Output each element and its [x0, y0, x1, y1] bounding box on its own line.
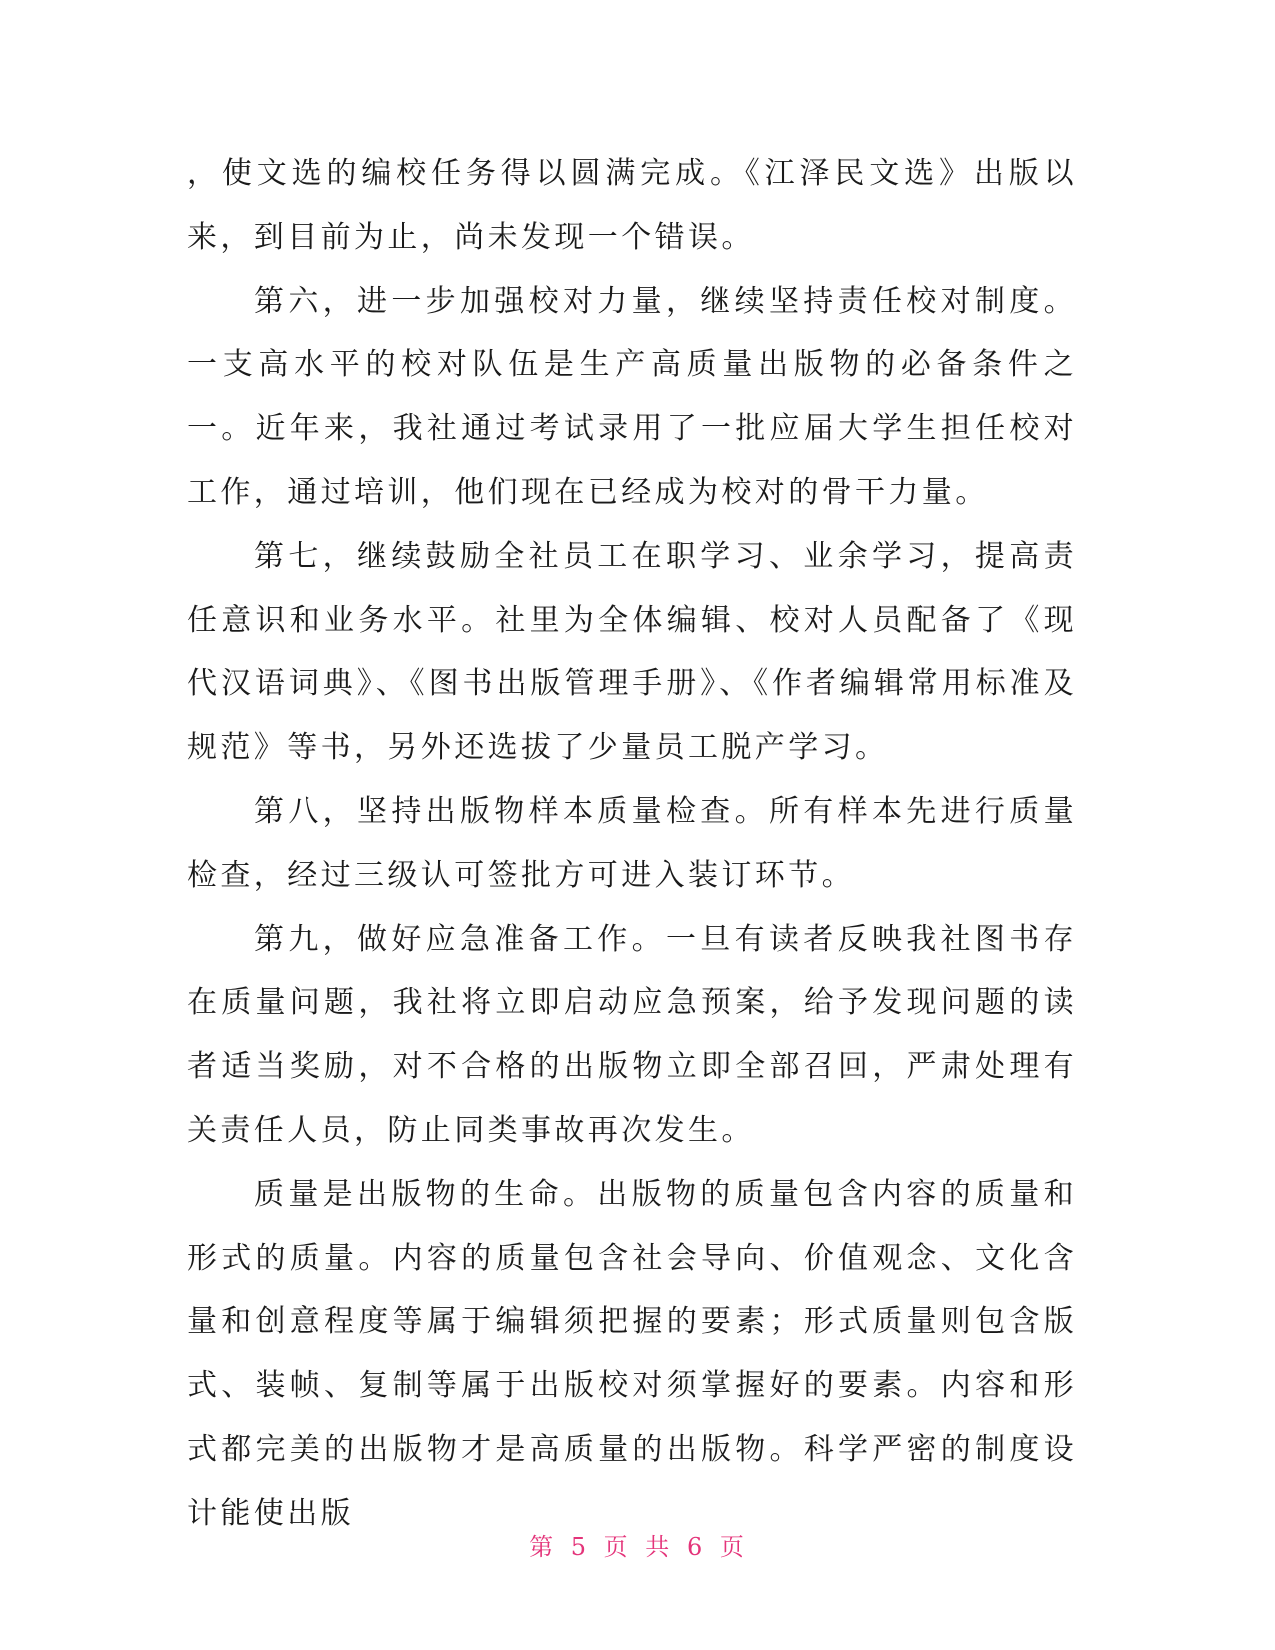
page-number-footer: 第 5 页 共 6 页: [529, 1533, 746, 1561]
document-body: [187, 142, 1077, 1546]
paragraph-3: 第七，继续鼓励全社员工在职学习、业余学习，提高责任意识和业务水平。社里为全体编辑、校对人员配备了《现代汉语词典》、《图书出版管理手册》、《作者编辑常用标准及规范》等书，另外还选拔了少量员工脱产学习。: [187, 538, 1077, 766]
paragraph-6: 质量是出版物的生命。出版物的质量包含内容的质量和形式的质量。内容的质量包含社会导向、价值观念、文化含量和创意程度等属于编辑须把握的要素；形式质量则包含版式、装帧、复制等属于出版校对须掌握好的要素。内容和形式都完美的出版物才是高质量的出版物。科学严密的制度设计能使出版: [187, 1176, 1077, 1531]
paragraph-1: ，使文选的编校任务得以圆满完成。《江泽民文选》出版以来，到目前为止，尚未发现一个错误。: [187, 156, 1077, 255]
paragraph-5: 第九，做好应急准备工作。一旦有读者反映我社图书存在质量问题，我社将立即启动应急预案，给予发现问题的读者适当奖励，对不合格的出版物立即全部召回，严肃处理有关责任人员，防止同类事故再次发生。: [187, 921, 1077, 1148]
paragraph-4: 第八，坚持出版物样本质量检查。所有样本先进行质量检查，经过三级认可签批方可进入装订环节。: [187, 793, 1077, 893]
paragraph-2: 第六，进一步加强校对力量，继续坚持责任校对制度。一支高水平的校对队伍是生产高质量出版物的必备条件之一。近年来，我社通过考试录用了一批应届大学生担任校对工作，通过培训，他们现在已经成为校对的骨干力量。: [187, 283, 1077, 510]
